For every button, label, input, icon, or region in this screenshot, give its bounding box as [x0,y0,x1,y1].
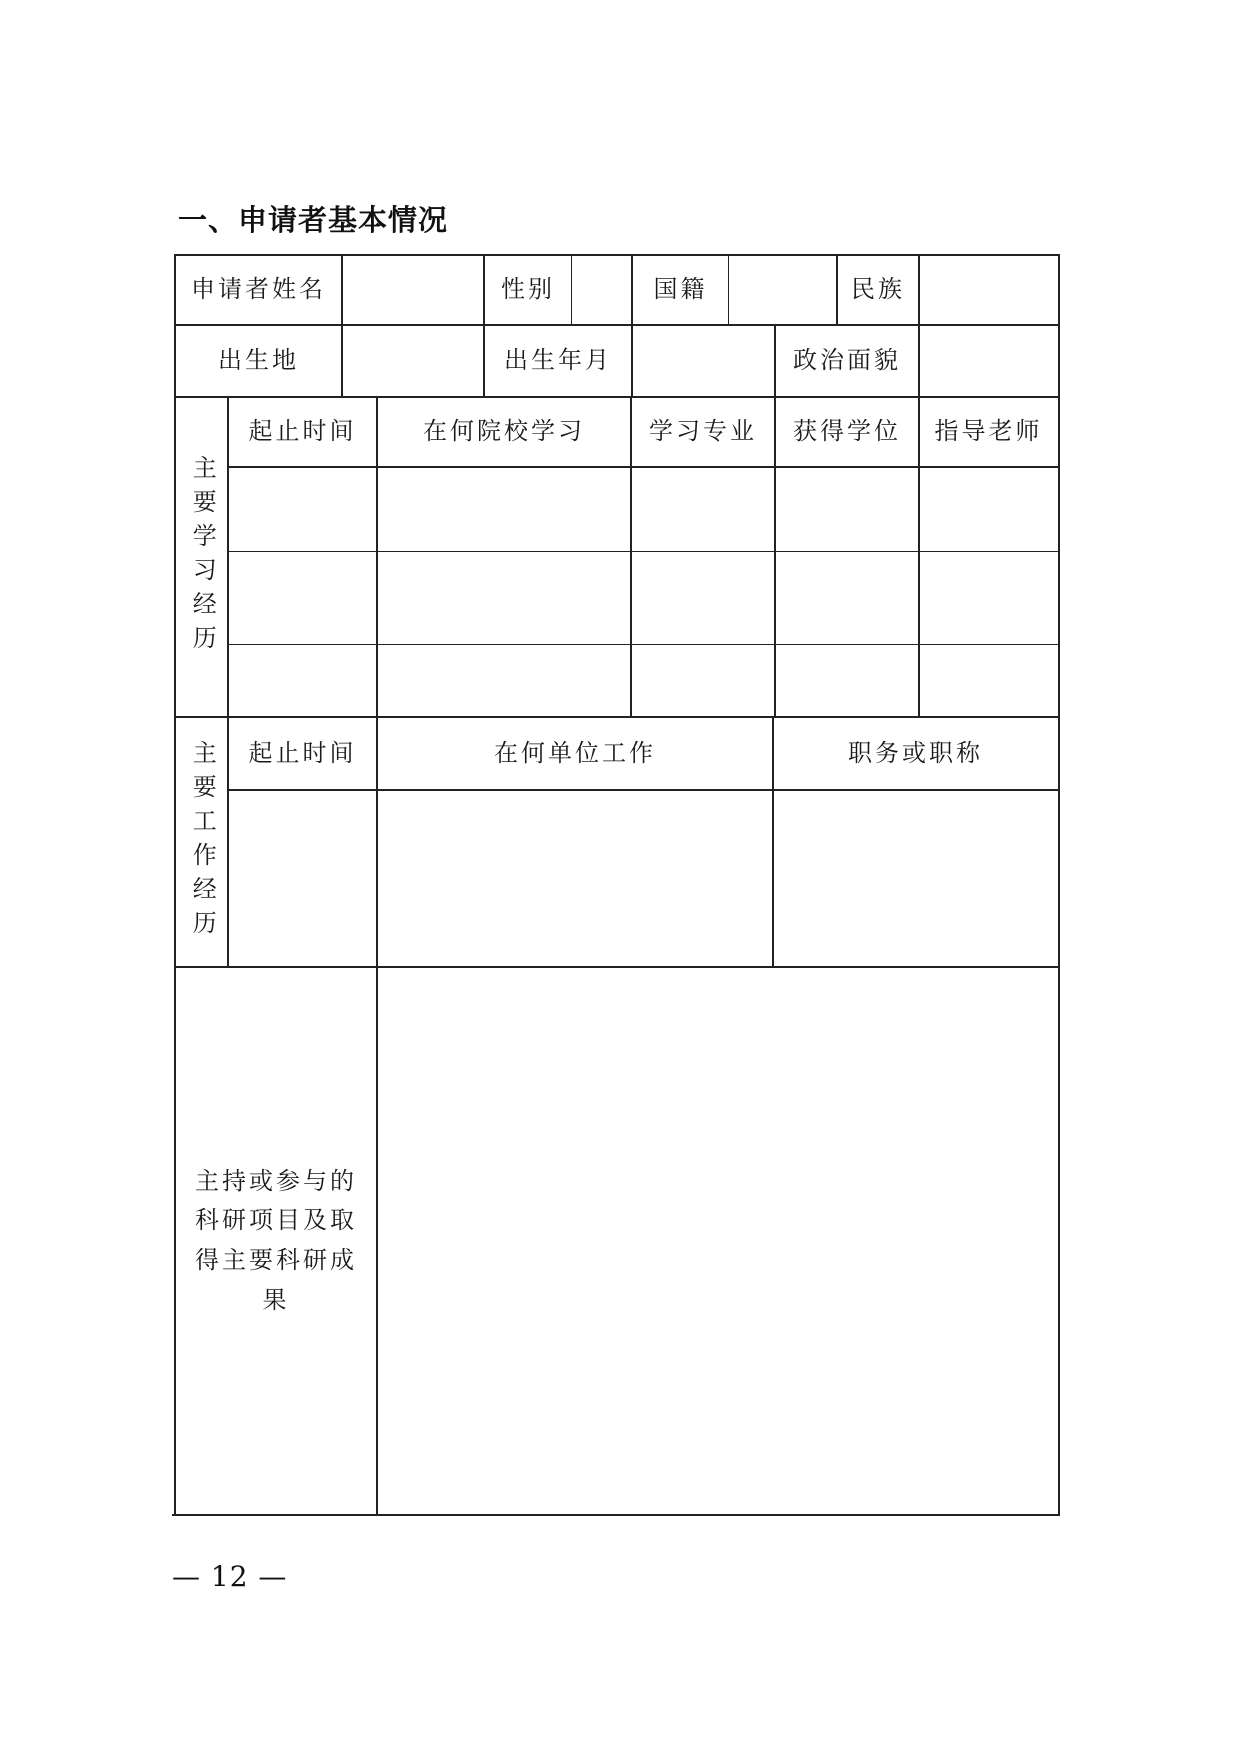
table-divider [228,466,1059,468]
birthdate-label: 出生年月 [504,346,612,375]
name-field[interactable] [342,255,484,325]
table-divider [376,717,378,967]
table-divider [774,325,776,397]
study-cell[interactable] [775,467,919,552]
study-header-institution: 在何院校学习 [423,417,585,446]
study-header-period: 起止时间 [248,417,357,446]
work-cell[interactable] [377,790,773,967]
birthplace-label: 出生地 [218,346,299,375]
table-divider [571,255,572,325]
table-divider [227,397,229,967]
study-cell[interactable] [631,645,775,717]
work-history-side-label: 主要工作经历 [188,740,217,944]
political-status-label: 政治面貌 [793,346,901,375]
gender-field[interactable] [572,255,632,325]
ethnicity-label: 民族 [851,275,905,304]
research-field[interactable] [377,967,1058,1515]
table-divider [728,255,729,325]
table-divider [175,396,1059,398]
work-header-employer: 在何单位工作 [494,738,656,767]
table-border-left [174,254,176,1516]
study-header-major: 学习专业 [649,417,757,446]
study-cell[interactable] [228,645,377,717]
table-divider [630,397,632,717]
ethnicity-field[interactable] [919,255,1058,325]
study-header-advisor: 指导老师 [934,417,1043,446]
table-divider [376,397,378,717]
table-divider [175,966,1059,968]
birthplace-field[interactable] [342,325,484,397]
study-cell[interactable] [228,467,377,552]
table-divider [228,644,1059,645]
section-title: 一、申请者基本情况 [178,203,449,237]
table-divider [774,397,776,717]
table-divider [175,324,1059,326]
table-divider [228,789,1059,791]
study-cell[interactable] [775,645,919,717]
study-history-side-label: 主要学习经历 [188,455,217,659]
work-cell[interactable] [773,790,1058,967]
study-cell[interactable] [631,552,775,645]
work-header-position: 职务或职称 [848,738,983,767]
gender-label: 性别 [501,275,555,304]
work-cell[interactable] [228,790,377,967]
table-border-bottom [172,1514,1060,1516]
table-divider [483,255,485,397]
page-number: — 12 — [172,1560,288,1593]
study-cell[interactable] [377,467,631,552]
work-header-period: 起止时间 [248,738,357,767]
table-divider [772,717,774,967]
study-cell[interactable] [919,552,1058,645]
political-status-field[interactable] [919,325,1058,397]
study-cell[interactable] [228,552,377,645]
table-divider [918,255,920,397]
study-header-degree: 获得学位 [793,417,901,446]
research-label: 主持或参与的科研项目及取得主要科研成果 [195,1166,357,1314]
nationality-label: 国籍 [653,275,708,304]
study-cell[interactable] [377,645,631,717]
table-divider [918,397,920,717]
table-divider [631,255,633,397]
table-divider [836,255,838,325]
table-divider [175,716,1059,718]
nationality-field[interactable] [729,255,837,325]
study-cell[interactable] [631,467,775,552]
table-divider [341,255,343,397]
table-divider [376,967,378,1515]
study-cell[interactable] [919,467,1058,552]
study-cell[interactable] [377,552,631,645]
name-label: 申请者姓名 [191,275,326,304]
study-cell[interactable] [775,552,919,645]
table-border-right [1058,254,1060,1516]
table-border-top [174,254,1060,256]
birthdate-field[interactable] [632,325,775,397]
table-divider [228,551,1059,552]
study-cell[interactable] [919,645,1058,717]
